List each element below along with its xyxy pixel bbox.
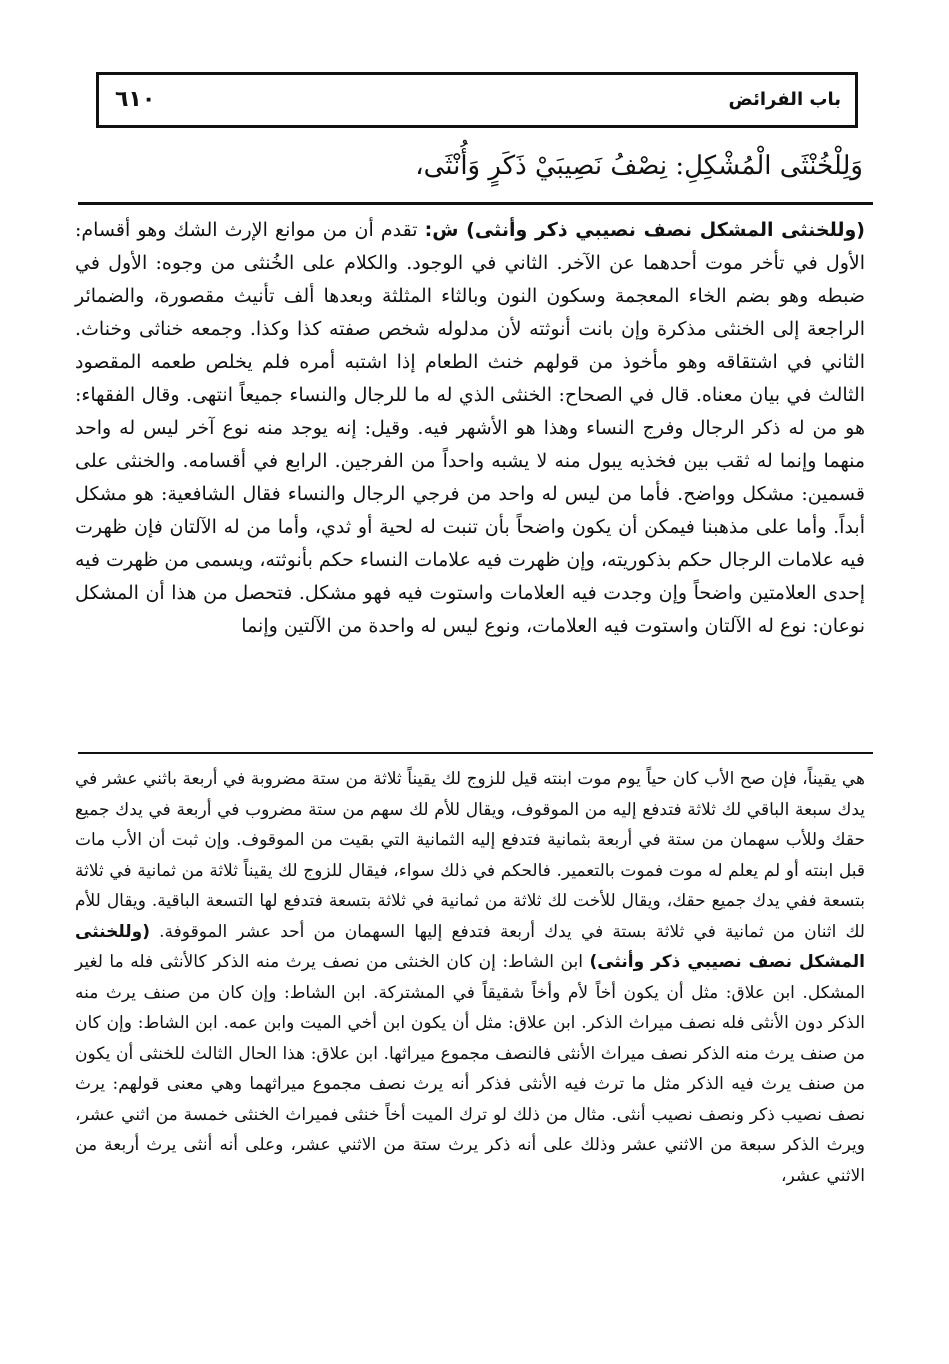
main-text: وَلِلْخُنْثَى الْمُشْكِلِ: نِصْفُ نَصِيبَيْ ذَكَرٍ وَأُنْثَى، [415, 151, 863, 181]
footnote-divider [78, 752, 873, 754]
commentary-body: تقدم أن من موانع الإرث الشك وهو أقسام: الأول في تأخر موت أحدهما عن الآخر. الثاني في الوجود. والكلام على الخُنثى من وجوه: الأول في ضبطه وهو بضم الخاء المعجمة وسكون النون وبالثاء المثلثة وبعدها ألف تأنيث مقصورة، والضمائر الراجعة إلى الخنثى مذكرة وإن بانت أنوثته لأن مدلوله شخص صفته كذا وكذا. وجمعه خناثى وخناث. الثاني في اشتقاقه وهو مأخوذ من قولهم خنث الطعام إذا اشتبه أمره فلم يخلص طعمه المقصود الثالث في بيان معناه. قال في الصحاح: الخنثى الذي له ما للرجال والنساء جميعاً انتهى. وقال الفقهاء: هو من له ذكر الرجال وفرج النساء وهذا هو الأشهر فيه. وقيل: إنه يوجد منه نوع آخر ليس له واحد منهما وإنما له ثقب بين فخذيه يبول منه لا يشبه واحداً من الفرجين. الرابع في أقسامه. والخنثى على قسمين: مشكل وواضح. فأما من ليس له واحد من فرجي الرجال والنساء فقال الشافعية: هو مشكل أبداً. وأما على مذهبنا فيمكن أن يكون واضحاً بأن تنبت له لحية أو ثدي، وأما من له الآلتان فإن ظهرت فيه علامات الرجال حكم بذكوريته، وإن ظهرت فيه علامات النساء حكم بأنوثته، ويسمى من ظهرت فيه إحدى العلامتين واضحاً وإن وجدت فيه العلامات واستوت فيه فهو مشكل. فتحصل من هذا أن المشكل نوعان: نوع له الآلتان واستوت فيه العلامات، ونوع ليس له واحدة من الآلتين وإنما [75, 219, 865, 637]
page-number: ٦١٠ [115, 87, 156, 112]
footnote-bold-quote: (وللخنثى المشكل نصف نصيبي ذكر وأنثى) [75, 921, 865, 972]
page-header [96, 72, 858, 128]
chapter-title: باب الفرائض [728, 89, 841, 110]
footnote-paragraph [75, 764, 865, 1191]
commentary-lead: (وللخنثى المشكل نصف نصيبي ذكر وأنثى) ش: [424, 219, 865, 241]
footnote-part-2: ابن الشاط: إن كان الخنثى من نصف يرث منه الذكر كالأنثى فله ما لغير المشكل. ابن علاق: مثل أن يكون أخاً لأم وأخاً شقيقاً في المشتركة. ابن الشاط: وإن كان من صنف يرث منه الذكر دون الأنثى فله نصف ميراث الذكر. ابن علاق: مثل أن يكون ابن أخي الميت وابن عمه. ابن الشاط: وإن كان من صنف يرث منه الذكر نصف ميراث الأنثى فالنصف مجموع ميراثها. ابن علاق: هذا الحال الثالث للخنثى أن يكون من صنف يرث فيه الذكر مثل ما ترث فيه الأنثى فذكر أنه يرث نصف مجموع ميراثهما وهي معنى قولهم: يرث نصف نصيب ذكر ونصف نصيب أنثى. مثال من ذلك لو ترك الميت أخاً خنثى فميراث الخنثى خمسة من اثني عشر، ويرث الذكر سبعة من الاثني عشر وذلك على أنه ذكر يرث ستة من الاثني عشر، وعلى أنه أنثى يرث أربعة من الاثني عشر، [75, 952, 865, 1186]
commentary-paragraph [75, 214, 865, 643]
divider-top [78, 202, 873, 205]
footnote-part-1: هي يقيناً، فإن صح الأب كان حياً يوم موت ابنته قيل للزوج لك يقيناً ثلاثة من ستة مضروبة في أربعة باثني عشر في يدك سبعة الباقي لك ثلاثة فتدفع إليه من الموقوف، ويقال للأم لك سهم من ستة مضروب في أربعة في يدك جميع حقك وللأب سهمان من ستة في أربعة بثمانية فتدفع إليه الثمانية التي بقيت من الموقوف. وإن ثبت أن الأب مات قبل ابنته أو لم يعلم له موت فموت بالتعمير. فالحكم في ذلك سواء، فيقال للزوج لك يقيناً ثلاثة من ثمانية في ثلاثة بتسعة ففي يدك جميع حقك، ويقال للأخت لك ثلاثة من ثمانية في ثلاثة بتسعة فتدفع لها التسعة الباقية. ويقال للأم لك اثنان من ثمانية في ثلاثة بستة في يدك أربعة فتدفع إليها السهمان من أحد عشر الموقوفة. [75, 769, 865, 942]
